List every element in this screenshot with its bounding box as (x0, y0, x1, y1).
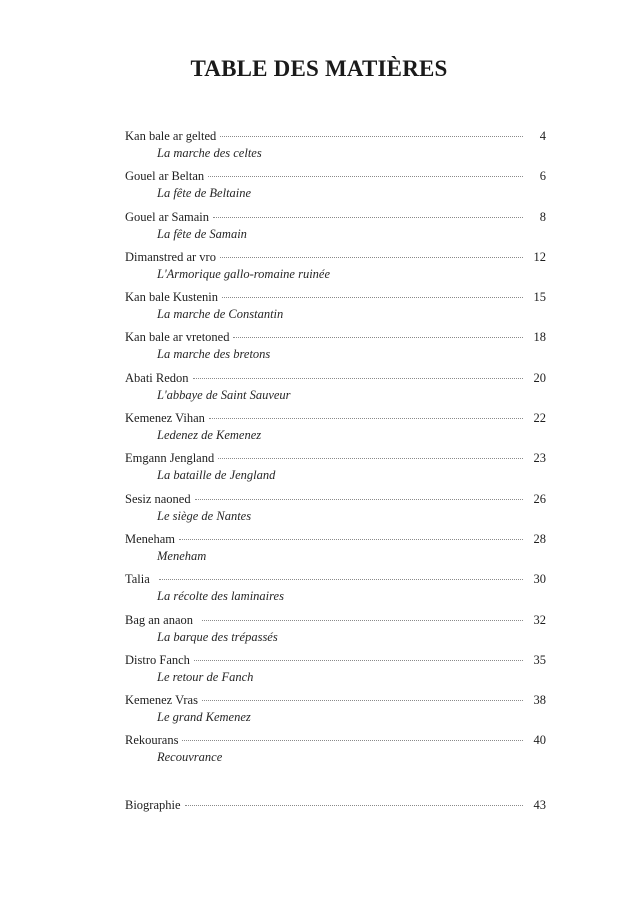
dot-leader (193, 378, 523, 379)
dot-leader (220, 257, 523, 258)
entry-title: Emgann Jengland (125, 451, 215, 466)
dot-leader (159, 579, 523, 580)
toc-entry[interactable] (125, 370, 546, 410)
entry-subtitle: Le grand Kemenez (157, 710, 251, 725)
entry-title: Kemenez Vras (125, 693, 198, 708)
toc-entry-biographie[interactable] (125, 797, 546, 837)
page-number: 40 (533, 733, 546, 748)
page-number: 20 (533, 370, 546, 385)
page-number: 30 (533, 572, 546, 587)
entry-subtitle: La barque des trépassés (157, 629, 278, 644)
dot-leader (208, 176, 523, 177)
dot-leader (213, 217, 523, 218)
page-number: 38 (533, 693, 546, 708)
page-number: 43 (533, 797, 546, 812)
toc-entry[interactable] (125, 531, 546, 571)
toc-entry[interactable] (125, 410, 546, 450)
page-number: 6 (539, 169, 546, 184)
entry-subtitle: L'abbaye de Saint Sauveur (157, 387, 291, 402)
entry-subtitle: Le retour de Fanch (157, 669, 254, 684)
entry-subtitle: La fête de Samain (157, 226, 247, 241)
entry-title: Dimanstred ar vro (125, 249, 216, 264)
toc-entry[interactable] (125, 732, 546, 772)
entry-title: Kan bale ar gelted (125, 129, 217, 143)
page-title: TABLE DES MATIÈRES (190, 56, 448, 81)
toc-entry[interactable] (125, 571, 546, 611)
entry-subtitle: La marche des celtes (157, 146, 262, 160)
entry-title: Kemenez Vihan (125, 411, 205, 426)
entry-subtitle: Ledenez de Kemenez (157, 428, 262, 443)
page-number: 15 (533, 290, 546, 305)
entry-subtitle: La bataille de Jengland (157, 468, 276, 483)
dot-leader (202, 620, 523, 621)
dot-leader (233, 337, 523, 338)
toc-entry[interactable] (125, 168, 546, 208)
entry-subtitle: La récolte des laminaires (157, 589, 284, 604)
entry-title: Meneham (125, 531, 175, 546)
dot-leader (185, 805, 523, 806)
entry-subtitle: Recouvrance (157, 750, 223, 765)
dot-leader (209, 418, 523, 419)
page-number: 4 (539, 129, 546, 143)
toc-entry[interactable] (125, 128, 546, 168)
entry-title: Gouel ar Beltan (125, 169, 205, 184)
dot-leader (222, 297, 523, 298)
toc-entry[interactable] (125, 209, 546, 249)
entry-title: Gouel ar Samain (125, 209, 210, 224)
toc-entry[interactable] (125, 491, 546, 531)
page-number: 28 (533, 531, 546, 546)
entry-subtitle: Le siège de Nantes (157, 508, 252, 523)
dot-leader (194, 660, 523, 661)
entry-subtitle: Meneham (157, 548, 207, 563)
entry-subtitle: La marche des bretons (157, 347, 271, 362)
entry-subtitle: La marche de Constantin (157, 307, 284, 322)
page-number: 23 (533, 451, 546, 466)
entry-subtitle: La fête de Beltaine (157, 186, 252, 201)
table-of-contents (125, 128, 546, 837)
dot-leader (202, 700, 523, 701)
page-number: 12 (533, 249, 546, 264)
dot-leader (218, 458, 523, 459)
entry-title: Abati Redon (125, 370, 189, 385)
page-number: 22 (533, 411, 546, 426)
entry-title: Biographie (125, 797, 181, 812)
page-number: 8 (539, 209, 546, 224)
dot-leader (182, 740, 523, 741)
dot-leader (220, 136, 523, 137)
toc-entry[interactable] (125, 612, 546, 652)
page-number: 35 (533, 652, 546, 667)
entry-title: Kan bale Kustenin (125, 290, 219, 305)
dot-leader (179, 539, 523, 540)
entry-title: Sesiz naoned (125, 491, 191, 506)
toc-entry[interactable] (125, 289, 546, 329)
toc-entry[interactable] (125, 249, 546, 289)
entry-title: Rekourans (125, 733, 179, 748)
toc-entry[interactable] (125, 652, 546, 692)
toc-entry[interactable] (125, 692, 546, 732)
entry-subtitle: L'Armorique gallo-romaine ruinée (157, 266, 331, 281)
page-number: 18 (533, 330, 546, 345)
entry-title: Distro Fanch (125, 652, 190, 667)
toc-entry[interactable] (125, 329, 546, 369)
entry-title: Bag an anaon (125, 612, 194, 627)
dot-leader (195, 499, 523, 500)
entry-title: Kan bale ar vretoned (125, 330, 230, 345)
page-number: 26 (533, 491, 546, 506)
toc-entry[interactable] (125, 450, 546, 490)
page-number: 32 (533, 612, 546, 627)
entry-title: Talia (125, 572, 150, 587)
